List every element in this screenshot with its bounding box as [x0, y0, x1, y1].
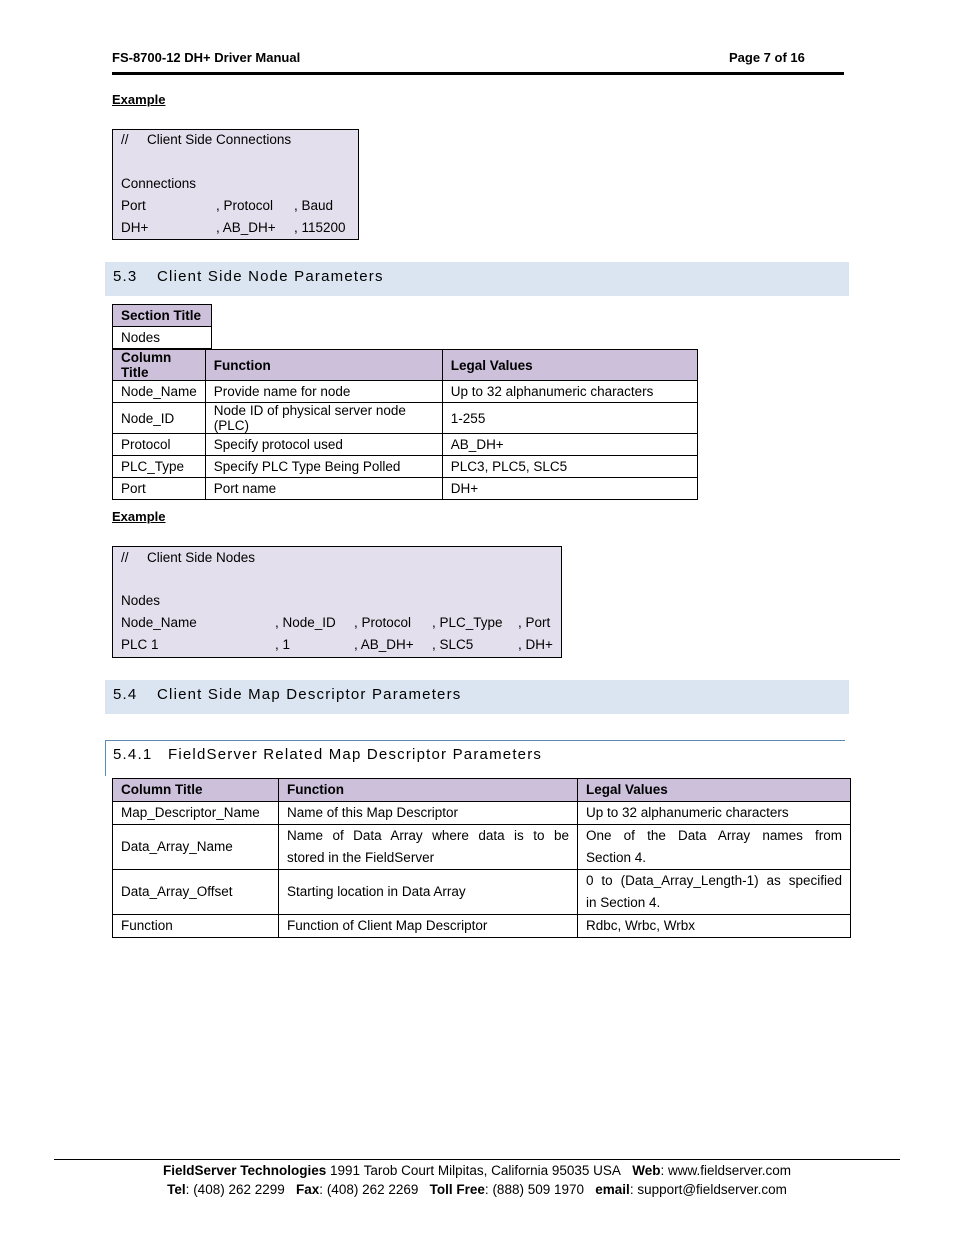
map-descriptor-table	[112, 778, 851, 938]
footer-fax: (408) 262 2269	[326, 1182, 419, 1197]
code-value: , SLC5	[432, 637, 474, 652]
code-section-name: Nodes	[121, 593, 161, 608]
code-field: , PLC_Type	[432, 615, 503, 630]
table-cell: Port name	[205, 478, 442, 500]
footer-email-link[interactable]: support@fieldserver.com	[637, 1182, 787, 1197]
table-cell: AB_DH+	[442, 434, 697, 456]
table-cell: Function of Client Map Descriptor	[279, 915, 578, 938]
table-row	[113, 456, 698, 478]
code-value: PLC 1	[121, 637, 159, 652]
table-cell: Specify protocol used	[205, 434, 442, 456]
table-cell: Provide name for node	[205, 381, 442, 403]
code-field: Port	[121, 198, 146, 213]
table-row	[113, 403, 698, 434]
table-cell: Map_Descriptor_Name	[113, 802, 279, 825]
section-number: 5.4	[113, 686, 138, 703]
example-code-box	[112, 546, 562, 658]
table-cell: Node_ID	[113, 403, 206, 434]
footer-tel: (408) 262 2299	[193, 1182, 285, 1197]
table-cell: Specify PLC Type Being Polled	[205, 456, 442, 478]
section-title-table	[112, 304, 212, 349]
column-header: Function	[205, 350, 442, 381]
example-code-box	[112, 129, 359, 240]
footer-tollfree: (888) 509 1970	[492, 1182, 585, 1197]
code-comment-mark: //	[121, 550, 129, 565]
footer-web-label: Web	[632, 1163, 661, 1178]
cell-line: in Section 4.	[586, 895, 661, 910]
example-label: Example	[112, 92, 166, 107]
section-heading-5-4	[105, 680, 849, 714]
code-value: , 115200	[294, 220, 346, 235]
table-cell: Data_Array_Offset	[113, 870, 279, 915]
table-cell: Rdbc, Wrbc, Wrbx	[578, 915, 851, 938]
table-cell: 1-255	[442, 403, 697, 434]
section-title-value: Nodes	[113, 327, 212, 349]
code-field: , Baud	[294, 198, 334, 213]
table-cell: Port	[113, 478, 206, 500]
node-parameters-table	[112, 349, 698, 500]
column-header: Function	[279, 779, 578, 802]
footer-web-link[interactable]: www.fieldserver.com	[668, 1163, 792, 1178]
table-cell	[279, 825, 578, 870]
code-value: , DH+	[518, 637, 553, 652]
code-value: , 1	[275, 637, 291, 652]
cell-line: Name of Data Array where data is to be	[287, 828, 569, 843]
section-title: Client Side Node Parameters	[157, 268, 384, 285]
table-cell: Up to 32 alphanumeric characters	[442, 381, 697, 403]
section-title-header: Section Title	[113, 305, 212, 327]
table-header-row	[113, 779, 851, 802]
footer-email-label: email	[595, 1182, 630, 1197]
section-number: 5.3	[113, 268, 138, 285]
cell-line: Section 4.	[586, 850, 647, 865]
page-number: Page 7 of 16	[729, 50, 805, 65]
table-header-row	[113, 350, 698, 381]
table-cell: Protocol	[113, 434, 206, 456]
code-comment-text: Client Side Connections	[147, 132, 292, 147]
code-comment-text: Client Side Nodes	[147, 550, 256, 565]
table-cell: Data_Array_Name	[113, 825, 279, 870]
table-row	[113, 915, 851, 938]
subsection-number: 5.4.1	[113, 746, 153, 763]
table-cell: DH+	[442, 478, 697, 500]
table-row	[113, 825, 851, 870]
code-field: , Protocol	[216, 198, 274, 213]
table-row	[113, 381, 698, 403]
column-header: Legal Values	[442, 350, 697, 381]
table-cell: Name of this Map Descriptor	[279, 802, 578, 825]
section-heading-5-3	[105, 262, 849, 296]
cell-line: stored in the FieldServer	[287, 850, 435, 865]
table-cell: Function	[113, 915, 279, 938]
code-value: , AB_DH+	[216, 220, 276, 235]
document-title: FS-8700-12 DH+ Driver Manual	[112, 50, 301, 65]
footer-line-1: FieldServer Technologies 1991 Tarob Court Milpitas, California 95035 USA Web: www.fieldserver.com	[162, 1163, 792, 1178]
code-field: , Port	[518, 615, 551, 630]
table-row	[113, 802, 851, 825]
table-cell: Starting location in Data Array	[279, 870, 578, 915]
cell-line: One of the Data Array names from	[586, 828, 842, 843]
footer-fax-label: Fax	[296, 1182, 320, 1197]
code-section-name: Connections	[121, 176, 197, 191]
subsection-title: FieldServer Related Map Descriptor Parameters	[168, 746, 543, 763]
table-cell	[578, 825, 851, 870]
table-row	[113, 870, 851, 915]
code-field: Node_Name	[121, 615, 197, 630]
footer-tel-label: Tel	[167, 1182, 186, 1197]
table-cell: Node_Name	[113, 381, 206, 403]
cell-line: 0 to (Data_Array_Length-1) as specified	[586, 873, 842, 888]
table-cell: Up to 32 alphanumeric characters	[578, 802, 851, 825]
column-header: Legal Values	[578, 779, 851, 802]
footer-rule	[54, 1159, 900, 1160]
example-label: Example	[112, 509, 166, 524]
code-value: , AB_DH+	[354, 637, 414, 652]
table-cell: PLC_Type	[113, 456, 206, 478]
column-header: Column Title	[113, 779, 279, 802]
code-comment-mark: //	[121, 132, 129, 147]
table-row	[113, 434, 698, 456]
table-cell	[578, 870, 851, 915]
section-title: Client Side Map Descriptor Parameters	[157, 686, 462, 703]
subsection-heading-5-4-1	[105, 740, 845, 776]
footer-line-2: Tel: (408) 262 2299 Fax: (408) 262 2269 Toll Free: (888) 509 1970 email: support@fieldserver.com	[167, 1182, 787, 1197]
code-value: DH+	[121, 220, 149, 235]
code-field: , Node_ID	[275, 615, 336, 630]
code-field: , Protocol	[354, 615, 412, 630]
footer-address: 1991 Tarob Court Milpitas, California 95035 USA	[330, 1163, 621, 1178]
table-row	[113, 478, 698, 500]
table-cell: Node ID of physical server node (PLC)	[205, 403, 442, 434]
footer-company: FieldServer Technologies	[162, 1163, 327, 1178]
header-rule	[112, 72, 844, 75]
table-cell: PLC3, PLC5, SLC5	[442, 456, 697, 478]
column-header: Column Title	[113, 350, 206, 381]
footer-tollfree-label: Toll Free	[429, 1182, 485, 1197]
